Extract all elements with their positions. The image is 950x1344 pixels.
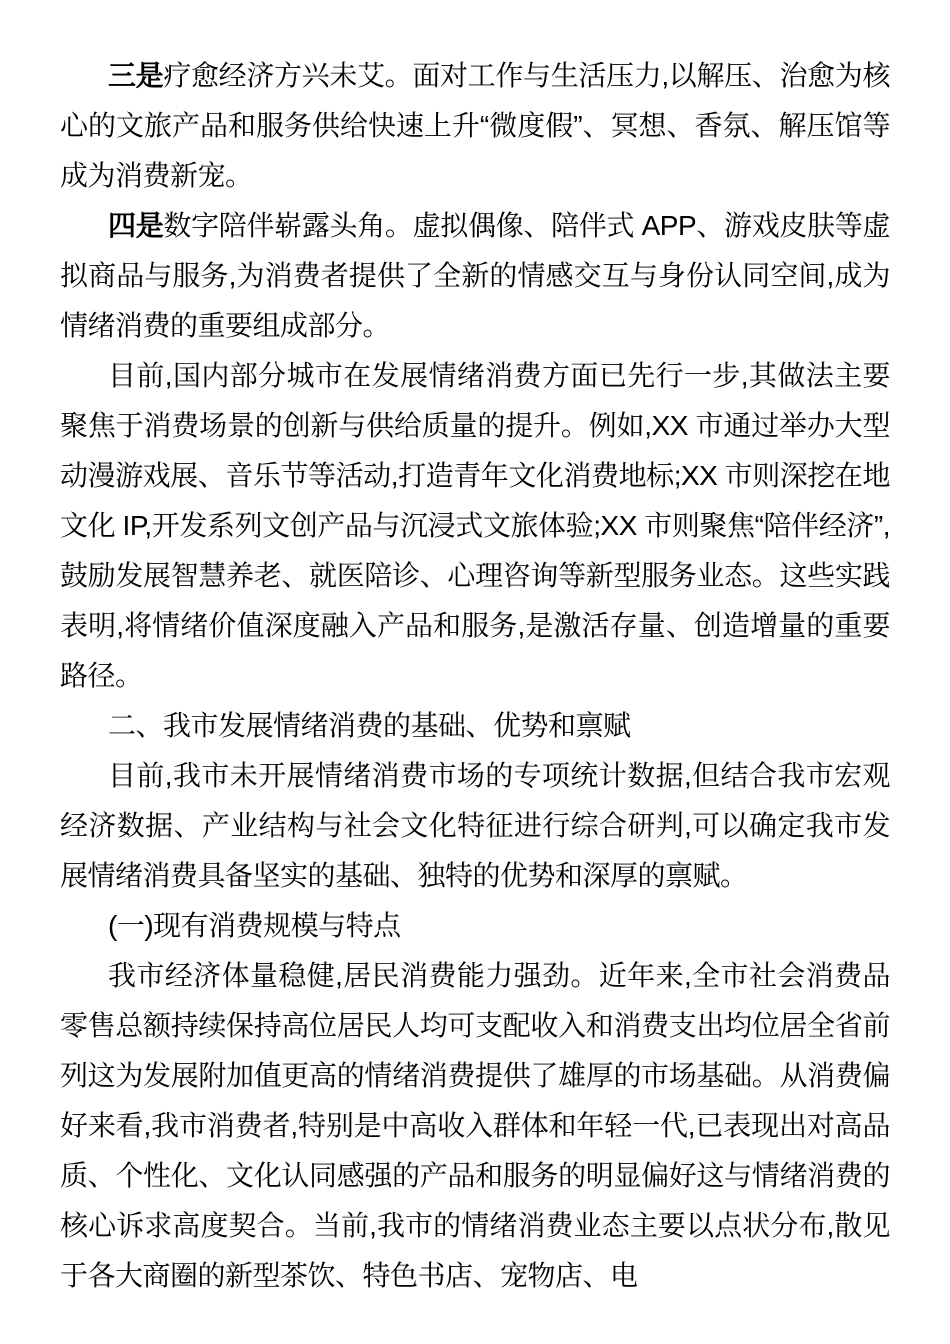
paragraph-text: 目前,国内部分城市在发展情绪消费方面已先行一步,其做法主要聚焦于消费场景的创新与供给质量的提升。例如,XX 市通过举办大型动漫游戏展、音乐节等活动,打造青年文化消费地标;XX 市则深挖在地文化 IP,开发系列文创产品与沉浸式文旅体验;XX 市则聚焦“陪伴经济”,鼓励发展智慧养老、就医陪诊、心理咨询等新型服务业态。这些实践表明,将情绪价值深度融入产品和服务,是激活存量、创造增量的重要路径。 (60, 360, 890, 691)
subheading-text: (一)现有消费规模与特点 (108, 910, 401, 941)
paragraph-healing-economy (60, 51, 890, 201)
paragraph-lead-sishi: 四是 (108, 210, 164, 241)
paragraph-text: 数字陪伴崭露头角。虚拟偶像、陪伴式 APP、游戏皮肤等虚拟商品与服务,为消费者提供了全新的情感交互与身份认同空间,成为情绪消费的重要组成部分。 (60, 210, 890, 341)
section-heading-2 (60, 701, 890, 751)
paragraph-city-examples (60, 351, 890, 701)
paragraph-text: 疗愈经济方兴未艾。面对工作与生活压力,以解压、治愈为核心的文旅产品和服务供给快速上升“微度假”、冥想、香氛、解压馆等成为消费新宠。 (60, 60, 890, 191)
paragraph-lead-sanshi: 三是 (108, 60, 164, 91)
heading-text: 二、我市发展情绪消费的基础、优势和禀赋 (108, 710, 631, 741)
paragraph-city-basis (60, 751, 890, 901)
paragraph-digital-companion (60, 201, 890, 351)
document-page (60, 51, 890, 1301)
paragraph-text: 目前,我市未开展情绪消费市场的专项统计数据,但结合我市宏观经济数据、产业结构与社会文化特征进行综合研判,可以确定我市发展情绪消费具备坚实的基础、独特的优势和深厚的禀赋。 (60, 760, 890, 891)
paragraph-text: 我市经济体量稳健,居民消费能力强劲。近年来,全市社会消费品零售总额持续保持高位居民人均可支配收入和消费支出均位居全省前列这为发展附加值更高的情绪消费提供了雄厚的市场基础。从消费偏好来看,我市消费者,特别是中高收入群体和年轻一代,已表现出对高品质、个性化、文化认同感强的产品和服务的明显偏好这与情绪消费的核心诉求高度契合。当前,我市的情绪消费业态主要以点状分布,散见于各大商圈的新型茶饮、特色书店、宠物店、电 (60, 960, 890, 1291)
paragraph-consumption-scale (60, 951, 890, 1301)
subsection-heading-1 (60, 901, 890, 951)
